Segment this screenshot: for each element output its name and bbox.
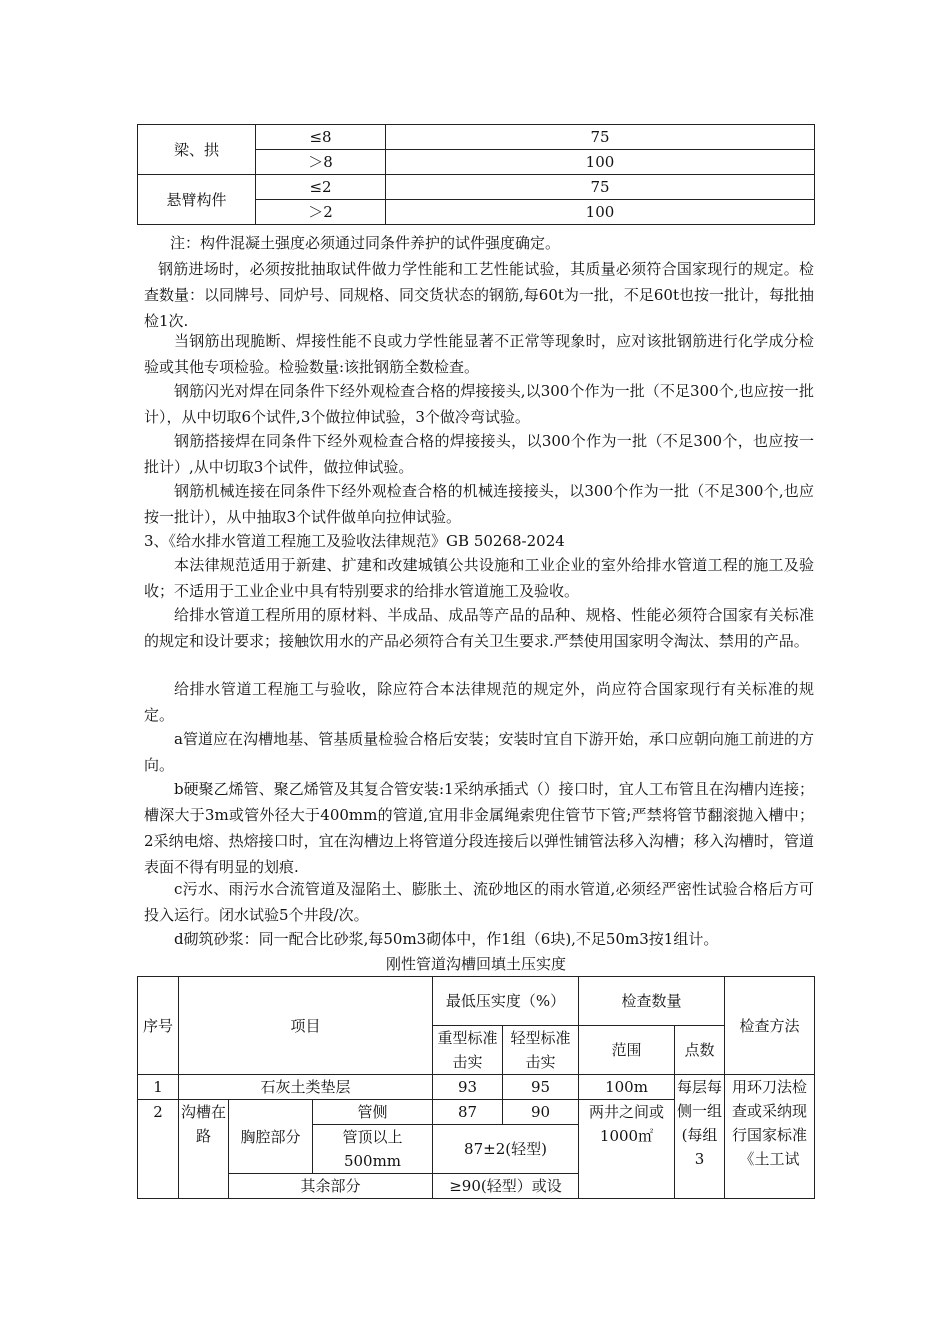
table-cell-span: ≤2 (256, 175, 386, 200)
cell-no: 1 (138, 1075, 179, 1100)
body-paragraph: 给排水管道工程所用的原材料、半成品、成品等产品的品种、规格、性能必须符合国家有关标准的规定和设计要求；接触饮用水的产品必须符合有关卫生要求.严禁使用国家明令淘汰、禁用的产品。 (144, 606, 814, 650)
body-paragraph: 钢筋闪光对焊在同条件下经外观检查合格的焊接接头,以300个作为一批（不足300个,也应按一批计），从中切取6个试件,3个做拉伸试验，3个做冷弯试验。 (144, 382, 814, 426)
body-paragraph: 钢筋进场时，必须按批抽取试件做力学性能和工艺性能试验，其质量必须符合国家现行的规定。检查数量：以同牌号、同炉号、同规格、同交货状态的钢筋,每60t为一批，不足60t也按一批计，每批抽检1次. (144, 260, 815, 330)
cell-top-value: 87±2(轻型) (433, 1125, 579, 1174)
cell-light: 95 (503, 1075, 579, 1100)
header-no: 序号 (138, 977, 179, 1075)
compaction-table (137, 976, 815, 1199)
body-paragraph: b硬聚乙烯管、聚乙烯管及其复合管安装:1采纳承插式（）接口时，宜人工布管且在沟槽内连接；槽深大于3m或管外径大于400mm的管道,宜用非金属绳索兜住管节下管;严禁将管节翻滚抛入槽中；2采纳电熔、热熔接口时，宜在沟槽边上将管道分段连接后以弹性铺管法移入沟槽；移入沟槽时，管道表面不得有明显的划痕. (144, 780, 814, 876)
cell-group: 沟槽在路 (179, 1100, 229, 1199)
section-heading: 3、《给水排水管道工程施工及验收法律规范》GB 50268-2024 (144, 532, 565, 550)
body-paragraph: d砌筑砂浆：同一配合比砂浆,每50m3砌体中，作1组（6块),不足50m3按1组计。 (174, 930, 719, 948)
table-caption: 刚性管道沟槽回填土压实度 (385, 955, 566, 973)
cell-rest-value: ≥90(轻型）或设 (433, 1174, 579, 1199)
body-paragraph: a管道应在沟槽地基、管基质量检验合格后安装；安装时宜自下游开始，承口应朝向施工前进的方向。 (144, 730, 814, 774)
table-header-row (138, 977, 815, 1026)
table-cell-group: 梁、拱 (138, 125, 256, 175)
table-row (138, 1075, 815, 1100)
header-points: 点数 (675, 1026, 725, 1075)
table-cell-strength: 75 (386, 125, 815, 150)
table-cell-span: ≤8 (256, 125, 386, 150)
table-cell-strength: 100 (386, 200, 815, 225)
cell-heavy: 93 (433, 1075, 503, 1100)
cell-rest: 其余部分 (229, 1174, 433, 1199)
cell-side-heavy: 87 (433, 1100, 503, 1125)
cell-points: 每层每侧一组(每组3 (675, 1075, 725, 1199)
body-paragraph: 钢筋机械连接在同条件下经外观检查合格的机械连接接头，以300个作为一批（不足300个,也应按一批计），从中抽取3个试件做单向拉伸试验。 (144, 482, 814, 526)
table-cell-span: ＞2 (256, 200, 386, 225)
cell-method: 用环刀法检查或采纳现行国家标准《土工试 (725, 1075, 815, 1199)
note-paragraph: 注：构件混凝土强度必须通过同条件养护的试件强度确定。 (170, 234, 561, 252)
body-paragraph: 本法律规范适用于新建、扩建和改建城镇公共设施和工业企业的室外给排水管道工程的施工及验收；不适用于工业企业中具有特别要求的给排水管道施工及验收。 (144, 556, 814, 600)
table-row (138, 125, 815, 150)
body-paragraph: 给排水管道工程施工与验收，除应符合本法律规范的规定外，尚应符合国家现行有关标准的规定。 (144, 680, 814, 724)
header-light: 轻型标准击实 (503, 1026, 579, 1075)
cell-no: 2 (138, 1100, 179, 1199)
header-min-compaction: 最低压实度（%） (433, 977, 579, 1026)
cell-item: 石灰土类垫层 (179, 1075, 433, 1100)
table-cell-span: ＞8 (256, 150, 386, 175)
header-heavy: 重型标准击实 (433, 1026, 503, 1075)
cell-range: 100m (579, 1075, 675, 1100)
cell-top: 管顶以上500mm (313, 1125, 433, 1174)
table-cell-group: 悬臂构件 (138, 175, 256, 225)
header-range: 范围 (579, 1026, 675, 1075)
header-method: 检查方法 (725, 977, 815, 1075)
body-paragraph: 钢筋搭接焊在同条件下经外观检查合格的焊接接头，以300个作为一批（不足300个，也应按一批计）,从中切取3个试件，做拉伸试验。 (144, 432, 814, 476)
table-row (138, 175, 815, 200)
cell-side: 管侧 (313, 1100, 433, 1125)
cell-side-light: 90 (503, 1100, 579, 1125)
header-item: 项目 (179, 977, 433, 1075)
strength-table (137, 124, 815, 225)
table-cell-strength: 100 (386, 150, 815, 175)
table-cell-strength: 75 (386, 175, 815, 200)
cell-sub: 胸腔部分 (229, 1100, 313, 1174)
body-paragraph: 当钢筋出现脆断、焊接性能不良或力学性能显著不正常等现象时，应对该批钢筋进行化学成分检验或其他专项检验。检验数量:该批钢筋全数检查。 (144, 332, 814, 376)
header-check-qty: 检查数量 (579, 977, 725, 1026)
cell-range: 两井之间或1000㎡ (579, 1100, 675, 1199)
body-paragraph: c污水、雨污水合流管道及湿陷土、膨胀土、流砂地区的雨水管道,必须经严密性试验合格后方可投入运行。闭水试验5个井段/次。 (144, 880, 814, 924)
